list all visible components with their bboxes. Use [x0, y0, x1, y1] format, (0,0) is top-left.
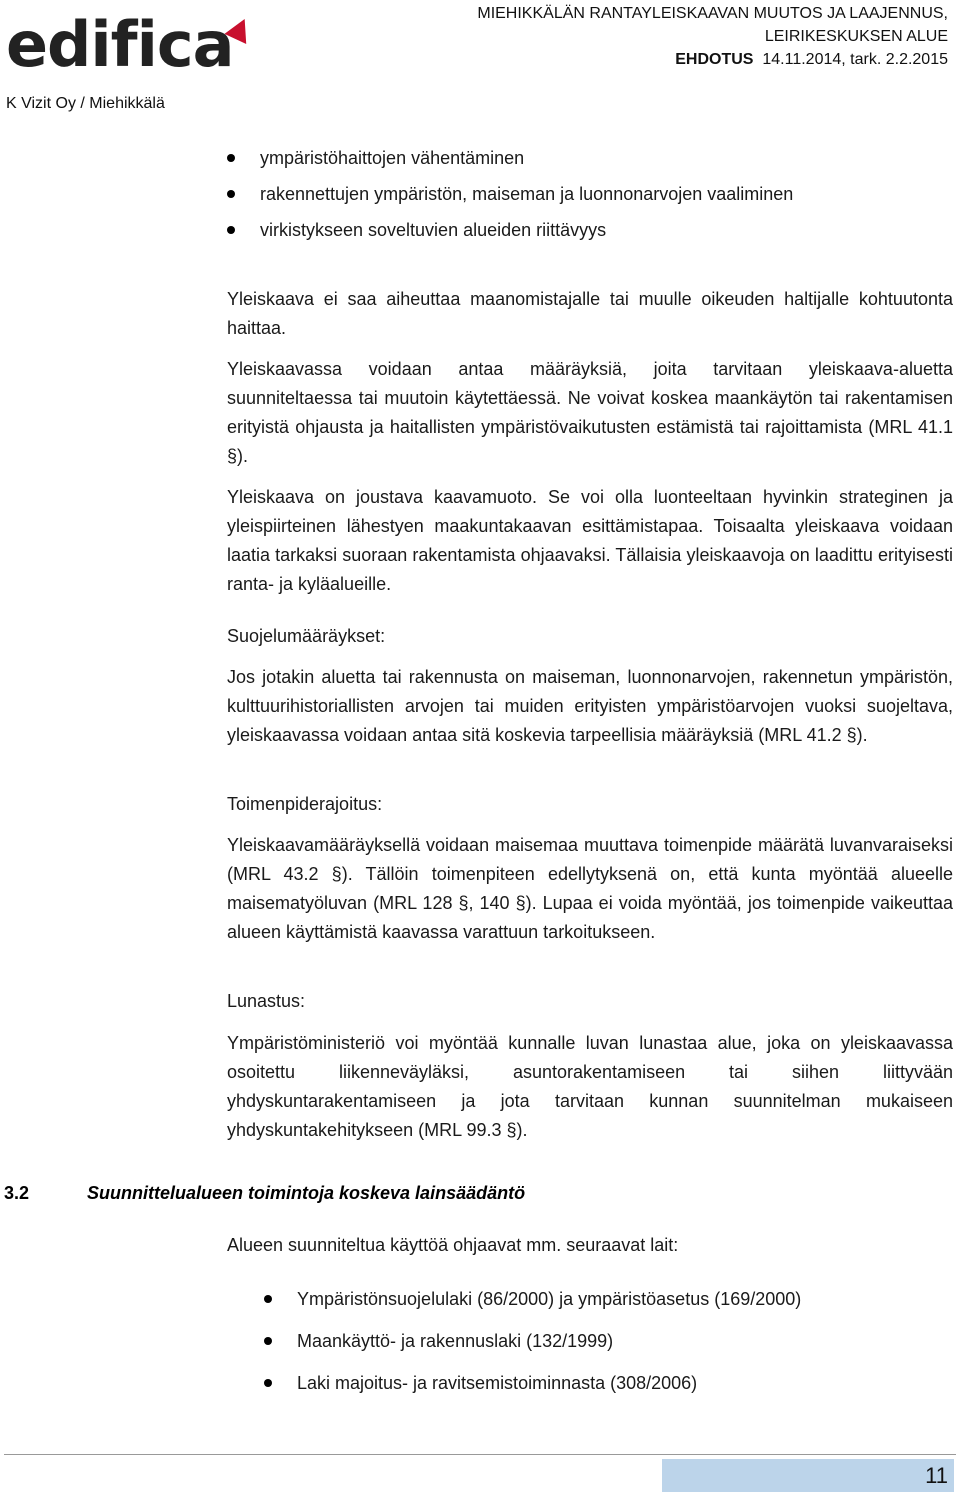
- section-title: Suunnittelualueen toimintoja koskeva lainsäädäntö: [87, 1183, 526, 1203]
- paragraph-suojelu: Jos jotakin aluetta tai rakennusta on maiseman, luonnonarvojen, rakennetun ympäristön, kulttuurihistoriallisten arvojen tai muiden erityisten ympäristöarvojen vuoksi suojeltava, yleiskaavassa voidaan antaa sitä koskevia tarpeellisia määräyksiä (MRL 41.2 §).: [227, 667, 953, 745]
- bullet-list-laws: [297, 1278, 947, 1404]
- label-lunastus: Lunastus:: [227, 991, 306, 1011]
- paragraph-joustava: Yleiskaava on joustava kaavamuoto. Se voi olla luonteeltaan hyvinkin strateginen ja yleispiirteinen lähestyen maakuntakaavan esittämistapaa. Toisaalta yleiskaava voidaan laatia tarkaksi suoraan rakentamista ohjaavaksi. Tällaisia yleiskaavoja on laadittu erityisesti ranta- ja kyläalueille.: [227, 487, 953, 594]
- bullet-list-goals: [260, 140, 940, 248]
- list-item: virkistykseen soveltuvien alueiden riittävyys: [260, 212, 940, 248]
- status-label: EHDOTUS: [675, 51, 754, 68]
- bullet-icon: [227, 154, 235, 162]
- paragraph-maaraykset: Yleiskaavassa voidaan antaa määräyksiä, joita tarvitaan yleiskaava-aluetta suunniteltaessa tai muutoin käytettäessä. Ne voivat koskea maankäytön tai rakentamisen erityistä ohjausta ja haitallisten ympäristövaikutusten estämistä tai rajoittamista (MRL 41.1 §).: [227, 359, 953, 466]
- list-item: Maankäyttö- ja rakennuslaki (132/1999): [297, 1320, 947, 1362]
- bullet-icon: [227, 190, 235, 198]
- document-header: [477, 2, 948, 71]
- list-item: Ympäristönsuojelulaki (86/2000) ja ympäristöasetus (169/2000): [297, 1278, 947, 1320]
- paragraph-toimenpide: Yleiskaavamääräyksellä voidaan maisemaa muuttava toimenpide määrätä luvanvaraiseksi (MRL 43.2 §). Tällöin toimenpiteen edellytyksenä on, että kunta myöntää alueelle maisematyöluvan (MRL 128 §, 140 §). Lupaa ei voida myöntää, jos toimenpide vaikeuttaa alueen käyttämistä kaavassa varattuun tarkoitukseen.: [227, 835, 953, 942]
- section-number: 3.2: [4, 1183, 30, 1203]
- paragraph-lunastus: Ympäristöministeriö voi myöntää kunnalle luvan lunastaa alue, joka on yleiskaavassa osoitettu liikenneväyläksi, asuntorakentamiseen tai siihen liittyvään yhdyskuntarakentamiseen ja jota tarvitaan kunnan suunnitelman mukaiseen yhdyskuntakehitykseen (MRL 99.3 §).: [227, 1033, 953, 1140]
- company-name: K Vizit Oy / Miehikkälä: [6, 95, 165, 112]
- page-number-box: [662, 1459, 954, 1492]
- label-toimenpide: Toimenpiderajoitus:: [227, 794, 383, 814]
- edifica-logo: [6, 10, 234, 80]
- footer-divider: [4, 1454, 956, 1455]
- logo-text: edifica: [6, 8, 234, 81]
- paragraph-haitta: Yleiskaava ei saa aiheuttaa maanomistajalle tai muulle oikeuden haltijalle kohtuutonta haittaa.: [227, 289, 953, 338]
- list-item: ympäristöhaittojen vähentäminen: [260, 140, 940, 176]
- bullet-icon: [264, 1295, 272, 1303]
- bullet-icon: [227, 226, 235, 234]
- page-number: 11: [925, 1463, 948, 1488]
- header-title-line1: MIEHIKKÄLÄN RANTAYLEISKAAVAN MUUTOS JA LAAJENNUS,: [477, 5, 948, 22]
- bullet-icon: [264, 1379, 272, 1387]
- list-item: rakennettujen ympäristön, maiseman ja luonnonarvojen vaaliminen: [260, 176, 940, 212]
- header-title-line2: LEIRIKESKUKSEN ALUE: [764, 28, 948, 45]
- header-status: [477, 48, 948, 71]
- label-suojelu: Suojelumääräykset:: [227, 626, 386, 646]
- section-heading: [4, 1183, 525, 1204]
- section-intro: Alueen suunniteltua käyttöä ohjaavat mm. seuraavat lait:: [227, 1235, 679, 1255]
- bullet-icon: [264, 1337, 272, 1345]
- list-item: Laki majoitus- ja ravitsemistoiminnasta (308/2006): [297, 1362, 947, 1404]
- status-dates: 14.11.2014, tark. 2.2.2015: [762, 51, 948, 68]
